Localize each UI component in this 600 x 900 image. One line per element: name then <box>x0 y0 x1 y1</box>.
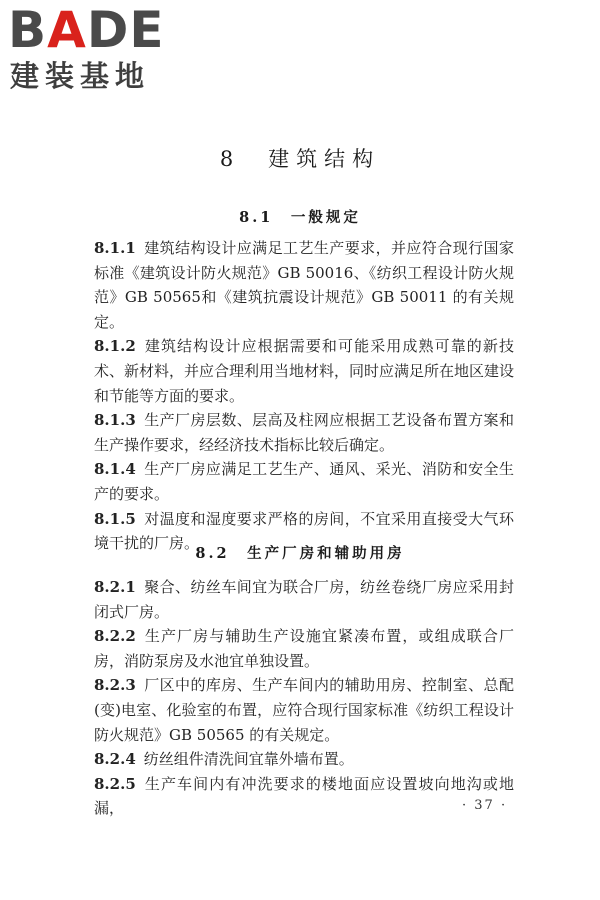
clause-text: 对温度和湿度要求严格的房间，不宜采用直接受大气环境干扰的厂房。 <box>94 509 514 553</box>
clause-text: 聚合、纺丝车间宜为联合厂房，纺丝卷绕厂房应采用封闭式厂房。 <box>94 578 514 621</box>
clause-number: 8.2.1 <box>94 578 136 596</box>
clause-text: 生产车间内有冲洗要求的楼地面应设置坡向地沟或地漏， <box>94 774 514 818</box>
clause <box>94 408 514 457</box>
clause <box>94 772 514 821</box>
clause-text: 生产厂房应满足工艺生产、通风、采光、消防和安全生产的要求。 <box>94 460 514 503</box>
clause <box>94 334 514 408</box>
section-body-8-2 <box>94 575 514 821</box>
clause <box>94 673 514 747</box>
section-body-8-1 <box>94 236 514 556</box>
logo-letters-de: DE <box>86 1 165 59</box>
clause-text: 纺丝组件清洗间宜靠外墙布置。 <box>143 750 354 769</box>
clause-number: 8.2.3 <box>94 676 136 695</box>
clause <box>94 236 514 334</box>
clause-text: 建筑结构设计应满足工艺生产要求，并应符合现行国家标准《建筑设计防火规范》GB 50016、《纺织工程设计防火规范》GB 50565和《建筑抗震设计规范》GB 50011 的有关规定。 <box>94 239 514 331</box>
clause-text: 生产厂房层数、层高及柱网应根据工艺设备布置方案和生产操作要求，经经济技术指标比较后确定。 <box>94 411 514 454</box>
clause-text: 建筑结构设计应根据需要和可能采用成熟可靠的新技术、新材料，并应合理利用当地材料，同时应满足所在地区建设和节能等方面的要求。 <box>94 337 515 405</box>
logo-subtitle: 建装基地 <box>10 59 151 93</box>
logo-letter-b: B <box>8 1 48 59</box>
page-number: · 37 · <box>462 798 508 813</box>
clause <box>94 747 514 772</box>
clause-number: 8.1.1 <box>94 239 136 257</box>
bade-logo <box>8 1 178 96</box>
clause-number: 8.2.4 <box>94 750 136 769</box>
clause <box>94 575 514 624</box>
clause-number: 8.1.5 <box>94 509 136 528</box>
clause-number: 8.1.2 <box>94 337 136 356</box>
chapter-title: 8 建筑结构 <box>219 147 381 171</box>
section-heading-8-2: 8.2 生产厂房和辅助用房 <box>195 545 405 562</box>
logo-letter-a: A <box>47 1 87 59</box>
logo-wordmark <box>8 1 165 59</box>
clause-number: 8.1.4 <box>94 460 136 479</box>
clause-number: 8.2.5 <box>94 774 136 793</box>
clause-number: 8.2.2 <box>94 627 136 646</box>
clause-text: 生产厂房与辅助生产设施宜紧凑布置，或组成联合厂房，消防泵房及水池宜单独设置。 <box>94 627 514 670</box>
clause <box>94 457 514 506</box>
clause-number: 8.1.3 <box>94 411 136 430</box>
section-heading-8-1: 8.1 一般规定 <box>239 209 361 226</box>
clause-text: 厂区中的库房、生产车间内的辅助用房、控制室、总配(变)电室、化验室的布置，应符合现行国家标准《纺织工程设计防火规范》GB 50565 的有关规定。 <box>94 676 514 744</box>
clause <box>94 624 514 673</box>
